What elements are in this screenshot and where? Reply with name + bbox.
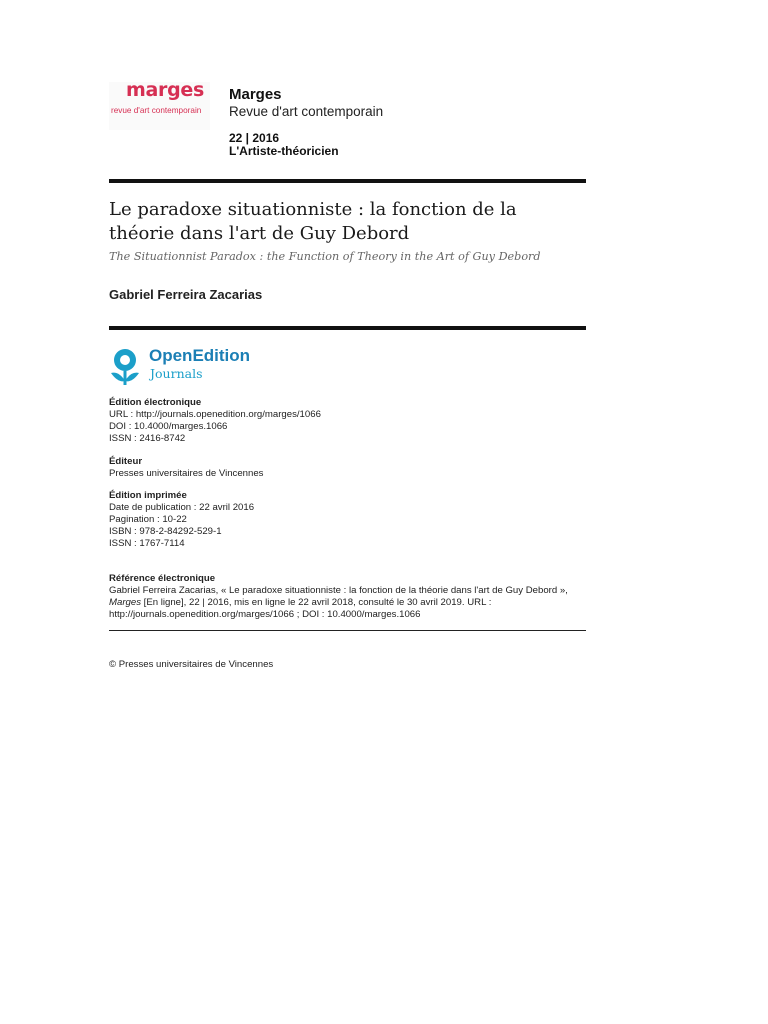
reference-part-1: Gabriel Ferreira Zacarias, « Le paradoxe situationniste : la fonction de la théorie dans l'art de Guy Debord », [109,585,568,596]
article-subtitle: The Situationnist Paradox : the Function of Theory in the Art of Guy Debord [109,250,541,263]
article-title: Le paradoxe situationniste : la fonction de la théorie dans l'art de Guy Debord [109,199,517,244]
reference-part-2: [En ligne], 22 | 2016, mis en ligne le 22 avril 2018, consulté le 30 avril 2019. URL : http://journals.openedition.org/marges/1066 ; DOI : 10.4000/marges.1066 [109,597,492,620]
title-divider [109,326,586,330]
issue-number: 22 | 2016 [229,131,280,145]
reference-text [109,585,579,621]
openedition-logo [109,345,269,387]
editeur [109,456,263,480]
editeur-heading: Éditeur [109,456,143,467]
edition-imprimee [109,490,254,550]
openedition-flower-icon [109,347,143,387]
editeur-name: Presses universitaires de Vincennes [109,468,264,479]
copyright: © Presses universitaires de Vincennes [109,659,274,670]
openedition-name: OpenEdition [149,346,251,365]
edition-issn: ISSN : 2416-8742 [109,433,186,444]
edition-doi: DOI : 10.4000/marges.1066 [109,421,228,432]
marges-logo-subtitle: revue d'art contemporain [111,106,202,115]
print-pagination: Pagination : 10-22 [109,514,187,525]
edition-url: URL : http://journals.openedition.org/marges/1066 [109,409,321,420]
article-author: Gabriel Ferreira Zacarias [109,287,263,302]
journal-subtitle: Revue d'art contemporain [229,104,384,119]
reference-journal: Marges [109,597,141,608]
marges-logo [109,79,210,130]
print-isbn: ISBN : 978-2-84292-529-1 [109,526,222,537]
edition-electronique [109,397,321,445]
edition-imprimee-heading: Édition imprimée [109,490,187,501]
header-divider [109,179,586,183]
reference-electronique [109,573,579,621]
marges-logo-word: marges [126,79,204,101]
reference-heading: Référence électronique [109,573,216,584]
issue-theme: L'Artiste-théoricien [229,144,339,158]
print-date: Date de publication : 22 avril 2016 [109,502,255,513]
footer-divider [109,630,586,631]
edition-electronique-heading: Édition électronique [109,397,202,408]
print-issn: ISSN : 1767-7114 [109,538,185,549]
journal-name: Marges [229,86,282,103]
openedition-sub: Journals [150,366,203,381]
